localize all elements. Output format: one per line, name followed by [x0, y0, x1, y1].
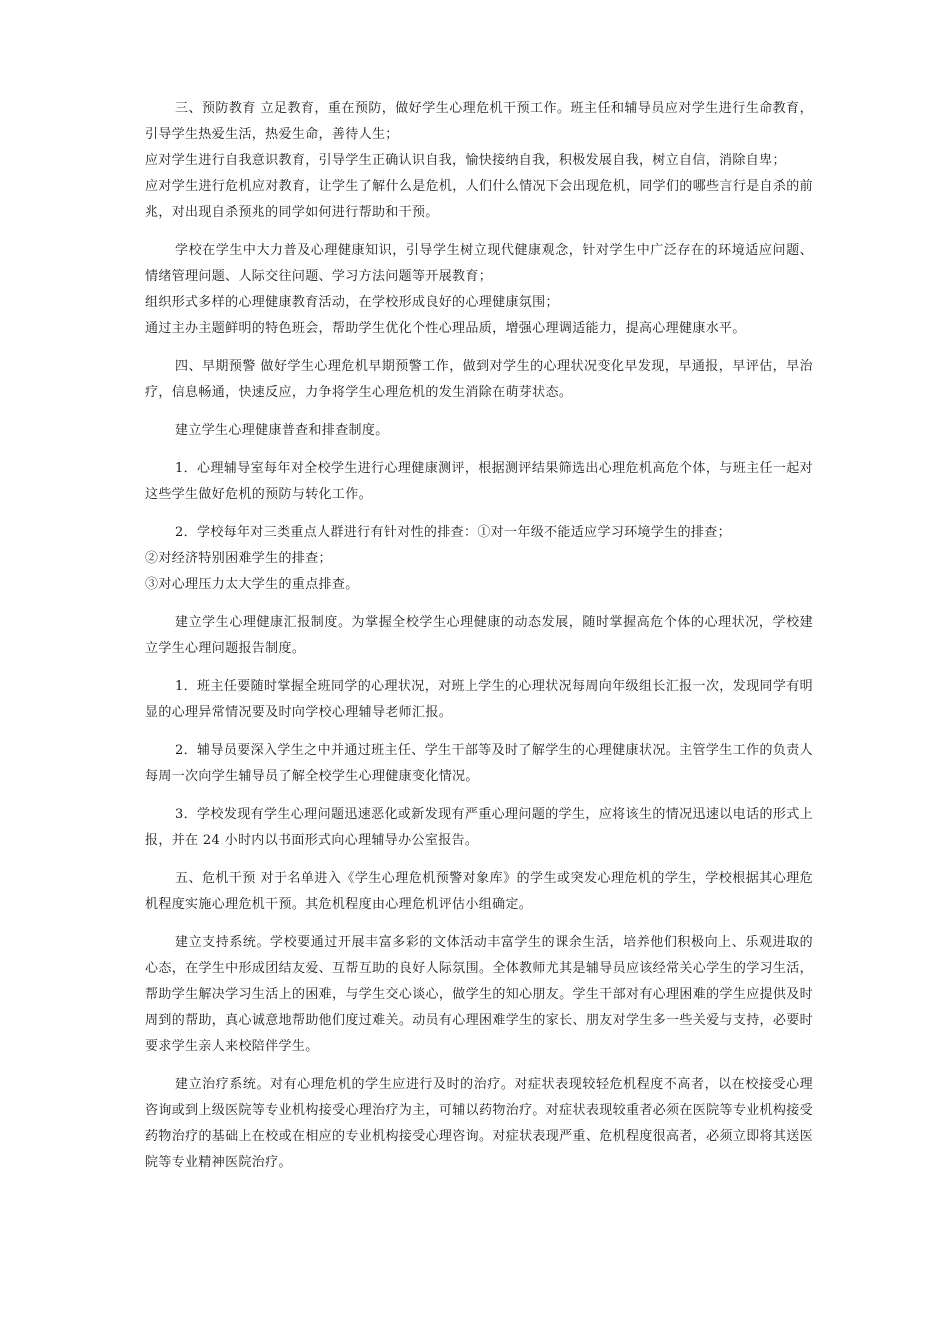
paragraph: 1．班主任要随时掌握全班同学的心理状况，对班上学生的心理状况每周向年级组长汇报一次，发现同学有明显的心理异常情况要及时向学校心理辅导老师汇报。 — [145, 679, 813, 720]
paragraph: 五、危机干预 对于名单进入《学生心理危机预警对象库》的学生或突发心理危机的学生，学校根据其心理危机程度实施心理危机干预。其危机程度由心理危机评估小组确定。 — [145, 871, 813, 912]
paragraph: 建立支持系统。学校要通过开展丰富多彩的文体活动丰富学生的课余生活，培养他们积极向上、乐观进取的心态，在学生中形成团结友爱、互帮互助的良好人际氛围。全体教师尤其是辅导员应该经常关心学生的学习生活，帮助学生解决学习生活上的困难，与学生交心谈心，做学生的知心朋友。学生干部对有心理困难的学生应提供及时周到的帮助，真心诚意地帮助他们度过难关。动员有心理困难学生的家长、朋友对学生多一些关爱与支持，必要时要求学生亲人来校陪伴学生。 — [145, 935, 813, 1054]
paragraph: 三、预防教育 立足教育，重在预防，做好学生心理危机干预工作。班主任和辅导员应对学生进行生命教育，引导学生热爱生活，热爱生命，善待人生； — [145, 101, 813, 142]
paragraph: 3．学校发现有学生心理问题迅速恶化或新发现有严重心理问题的学生，应将该生的情况迅速以电话的形式上报，并在 24 小时内以书面形式向心理辅导办公室报告。 — [145, 807, 813, 848]
paragraph: 通过主办主题鲜明的特色班会，帮助学生优化个性心理品质，增强心理调适能力，提高心理健康水平。 — [145, 321, 746, 336]
paragraph: 建立学生心理健康汇报制度。为掌握全校学生心理健康的动态发展，随时掌握高危个体的心理状况，学校建立学生心理问题报告制度。 — [145, 615, 813, 656]
paragraph: ②对经济特别困难学生的排查； — [145, 551, 332, 566]
paragraph: 学校在学生中大力普及心理健康知识，引导学生树立现代健康观念，针对学生中广泛存在的环境适应问题、情绪管理问题、人际交往问题、学习方法问题等开展教育； — [145, 243, 813, 284]
paragraph: 应对学生进行自我意识教育，引导学生正确认识自我，愉快接纳自我，积极发展自我，树立自信，消除自卑； — [145, 153, 786, 168]
paragraph: 应对学生进行危机应对教育，让学生了解什么是危机，人们什么情况下会出现危机，同学们的哪些言行是自杀的前兆，对出现自杀预兆的同学如何进行帮助和干预。 — [145, 179, 813, 220]
paragraph: 组织形式多样的心理健康教育活动，在学校形成良好的心理健康氛围； — [145, 295, 559, 310]
paragraph: 建立学生心理健康普查和排查制度。 — [175, 423, 389, 438]
paragraph: ③对心理压力太大学生的重点排查。 — [145, 577, 359, 592]
paragraph: 2．学校每年对三类重点人群进行有针对性的排查：①对一年级不能适应学习环境学生的排查； — [175, 525, 731, 540]
paragraph: 1．心理辅导室每年对全校学生进行心理健康测评，根据测评结果筛选出心理危机高危个体，与班主任一起对这些学生做好危机的预防与转化工作。 — [145, 461, 813, 502]
paragraph: 四、早期预警 做好学生心理危机早期预警工作，做到对学生的心理状况变化早发现，早通报，早评估，早治疗，信息畅通，快速反应，力争将学生心理危机的发生消除在萌芽状态。 — [145, 359, 813, 400]
paragraph: 2．辅导员要深入学生之中并通过班主任、学生干部等及时了解学生的心理健康状况。主管学生工作的负责人每周一次向学生辅导员了解全校学生心理健康变化情况。 — [145, 743, 813, 784]
document-page — [145, 96, 813, 1176]
paragraph: 建立治疗系统。对有心理危机的学生应进行及时的治疗。对症状表现较轻危机程度不高者，以在校接受心理咨询或到上级医院等专业机构接受心理治疗为主，可辅以药物治疗。对症状表现较重者必须在医院等专业机构接受药物治疗的基础上在校或在相应的专业机构接受心理咨询。对症状表现严重、危机程度很高者，必须立即将其送医院等专业精神医院治疗。 — [145, 1077, 813, 1170]
